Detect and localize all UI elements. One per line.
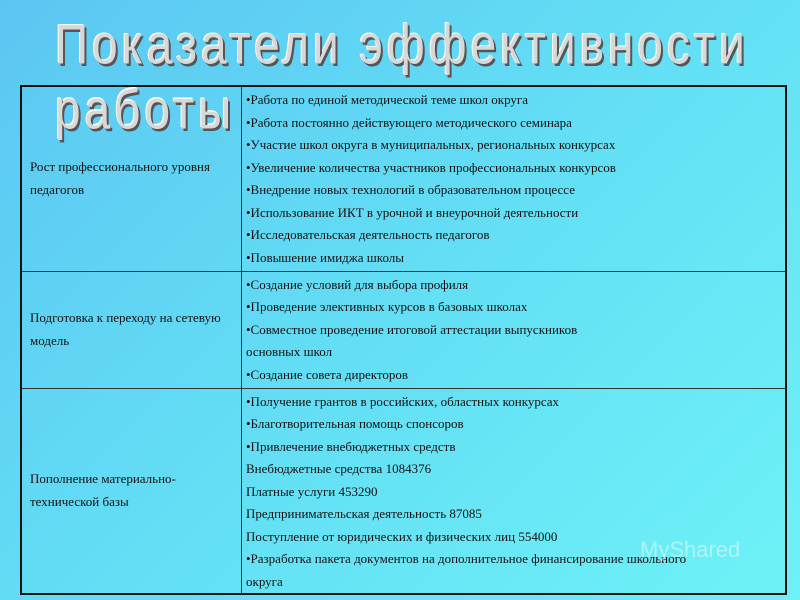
table-row bbox=[21, 86, 786, 271]
list-item: Платные услуги 453290 bbox=[246, 483, 378, 499]
row-label: Рост профессионального уровня педагогов bbox=[21, 86, 242, 271]
table-row bbox=[21, 388, 786, 594]
list-item: •Работа по единой методической теме школ округа bbox=[246, 92, 529, 107]
row-items bbox=[242, 388, 787, 594]
list-item: •Использование ИКТ в урочной и внеурочной деятельности bbox=[246, 204, 579, 220]
page-title: Показатели эффективности работы bbox=[55, 13, 749, 141]
list-item: •Благотворительная помощь спонсоров bbox=[246, 416, 464, 431]
list-item: •Создание условий для выбора профиля bbox=[246, 276, 469, 292]
row-items bbox=[242, 271, 787, 388]
list-item: Поступление от юридических и физических лиц 554000 bbox=[246, 528, 558, 544]
list-item: •Проведение элективных курсов в базовых школах bbox=[246, 299, 528, 314]
table-row bbox=[21, 271, 786, 388]
list-item: •Увеличение количества участников профессиональных конкурсов bbox=[246, 159, 616, 175]
list-item: •Привлечение внебюджетных средств bbox=[246, 438, 456, 454]
watermark-logo: MyShared bbox=[640, 537, 741, 562]
list-item: •Получение грантов в российских, областных конкурсах bbox=[246, 393, 560, 409]
list-item: •Участие школ округа в муниципальных, региональных конкурсах bbox=[246, 137, 616, 152]
row-label: Пополнение материально-технической базы bbox=[21, 388, 242, 594]
indicators-table bbox=[20, 85, 787, 595]
list-item: •Разработка пакета документов на дополнительное финансирование школьного bbox=[246, 551, 687, 566]
row-label: Подготовка к переходу на сетевую модель bbox=[21, 271, 242, 388]
list-item: Внебюджетные средства 1084376 bbox=[246, 461, 432, 476]
list-item: •Создание совета директоров bbox=[246, 366, 409, 382]
list-item: •Исследовательская деятельность педагогов bbox=[246, 227, 490, 242]
list-item: Предпринимательская деятельность 87085 bbox=[246, 506, 482, 521]
list-item: округа bbox=[246, 573, 283, 589]
list-item: •Совместное проведение итоговой аттестации выпускников bbox=[246, 321, 578, 337]
list-item: •Внедрение новых технологий в образовательном процессе bbox=[246, 182, 575, 197]
row-items bbox=[242, 86, 787, 271]
list-item: •Работа постоянно действующего методического семинара bbox=[246, 114, 572, 130]
list-item: основных школ bbox=[246, 344, 333, 359]
list-item: •Повышение имиджа школы bbox=[246, 249, 404, 265]
